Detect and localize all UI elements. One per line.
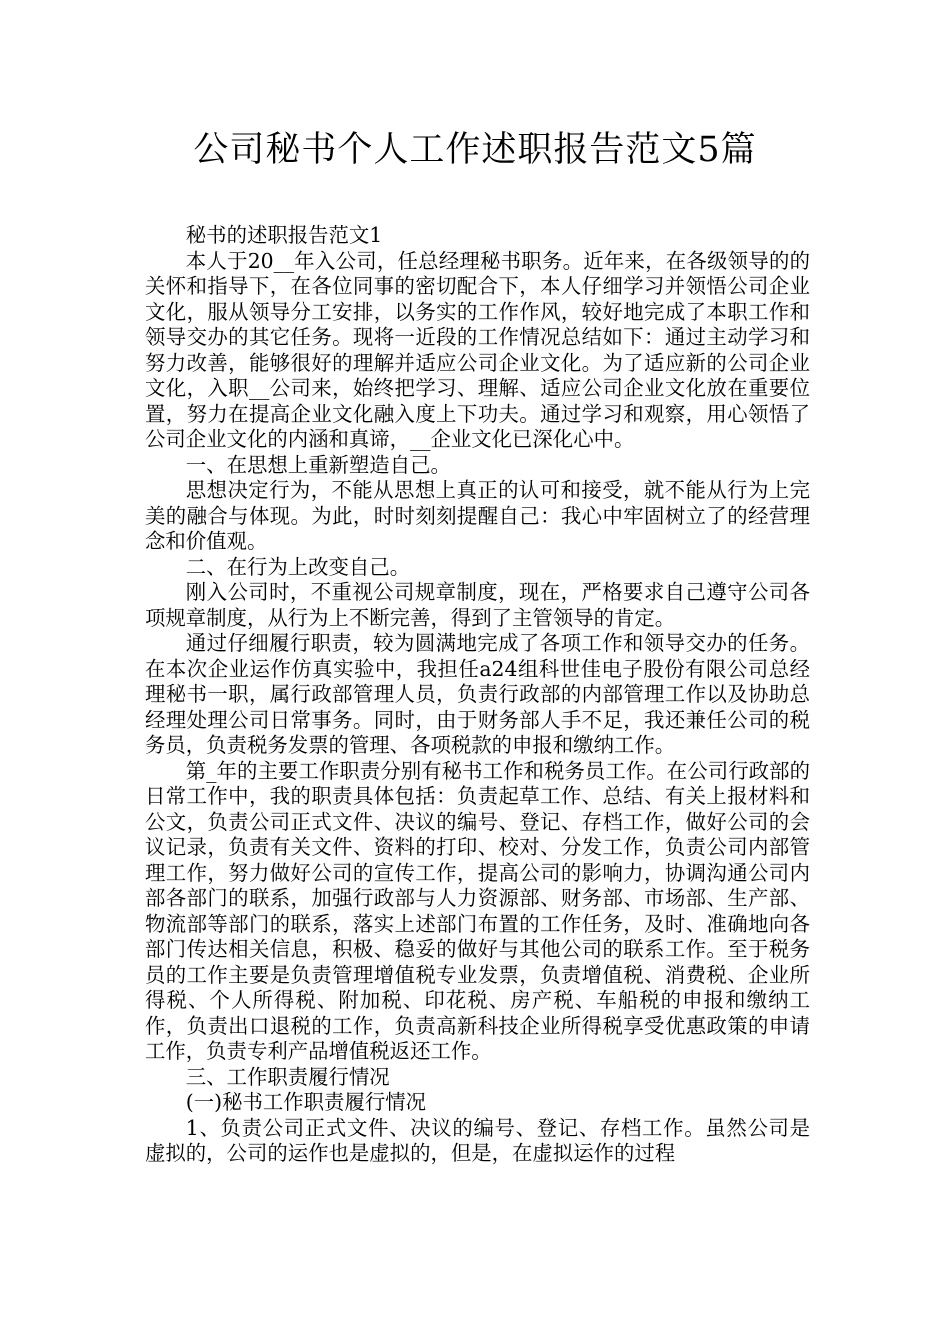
- section-heading: 三、工作职责履行情况: [185, 1064, 390, 1089]
- document-title: 公司秘书个人工作述职报告范文5篇: [193, 130, 757, 170]
- subsection-heading: (一)秘书工作职责履行情况: [185, 1090, 427, 1114]
- section-heading: 一、在思想上重新塑造自己。: [185, 452, 451, 477]
- body-paragraph: 思想决定行为，不能从思想上真正的认可和接受，就不能从行为上完美的融合与体现。为此，时时刻刻提醒自己：我心中牢固树立了的经营理念和价值观。: [145, 478, 810, 553]
- body-paragraph: 刚入公司时，不重视公司规章制度，现在，严格要求自己遵守公司各项规章制度，从行为上不断完善，得到了主管领导的肯定。: [145, 580, 810, 630]
- body-paragraph: 1、负责公司正式文件、决议的编号、登记、存档工作。虽然公司是虚拟的，公司的运作也是虚拟的，但是，在虚拟运作的过程: [145, 1115, 810, 1165]
- body-paragraph: 通过仔细履行职责，较为圆满地完成了各项工作和领导交办的任务。在本次企业运作仿真实验中，我担任a24组科世佳电子股份有限公司总经理秘书一职，属行政部管理人员，负责行政部的内部管理工作以及协助总经理处理公司日常事务。同时，由于财务部人手不足，我还兼任公司的税务员，负责税务发票的管理、各项税款的申报和缴纳工作。: [145, 631, 810, 757]
- section-heading: 二、在行为上改变自己。: [185, 554, 411, 579]
- body-paragraph: 本人于20__年入公司，任总经理秘书职务。近年来，在各级领导的的关怀和指导下，在各位同事的密切配合下，本人仔细学习并领悟公司企业文化，服从领导分工安排，以务实的工作作风，较好地完成了本职工作和领导交办的其它任务。现将一近段的工作情况总结如下：通过主动学习和努力改善，能够很好的理解并适应公司企业文化。为了适应新的公司企业文化，入职__公司来，始终把学习、理解、适应公司企业文化放在重要位置，努力在提高企业文化融入度上下功夫。通过学习和观察，用心领悟了公司企业文化的内涵和真谛，__企业文化已深化心中。: [145, 248, 810, 451]
- document-body: [145, 223, 810, 1167]
- body-paragraph: 第_年的主要工作职责分别有秘书工作和税务员工作。在公司行政部的日常工作中，我的职责具体包括：负责起草工作、总结、有关上报材料和公文，负责公司正式文件、决议的编号、登记、存档工作，做好公司的会议记录，负责有关文件、资料的打印、校对、分发工作，负责公司内部管理工作，努力做好公司的宣传工作，提高公司的影响力，协调沟通公司内部各部门的联系，加强行政部与人力资源部、财务部、市场部、生产部、物流部等部门的联系，落实上述部门布置的工作任务，及时、准确地向各部门传达相关信息，积极、稳妥的做好与其他公司的联系工作。至于税务员的工作主要是负责管理增值税专业发票，负责增值税、消费税、企业所得税、个人所得税、附加税、印花税、房产税、车船税的申报和缴纳工作，负责出口退税的工作，负责高新科技企业所得税享受优惠政策的申请工作，负责专利产品增值税返还工作。: [145, 758, 810, 1063]
- section-heading: 秘书的述职报告范文1: [185, 223, 383, 247]
